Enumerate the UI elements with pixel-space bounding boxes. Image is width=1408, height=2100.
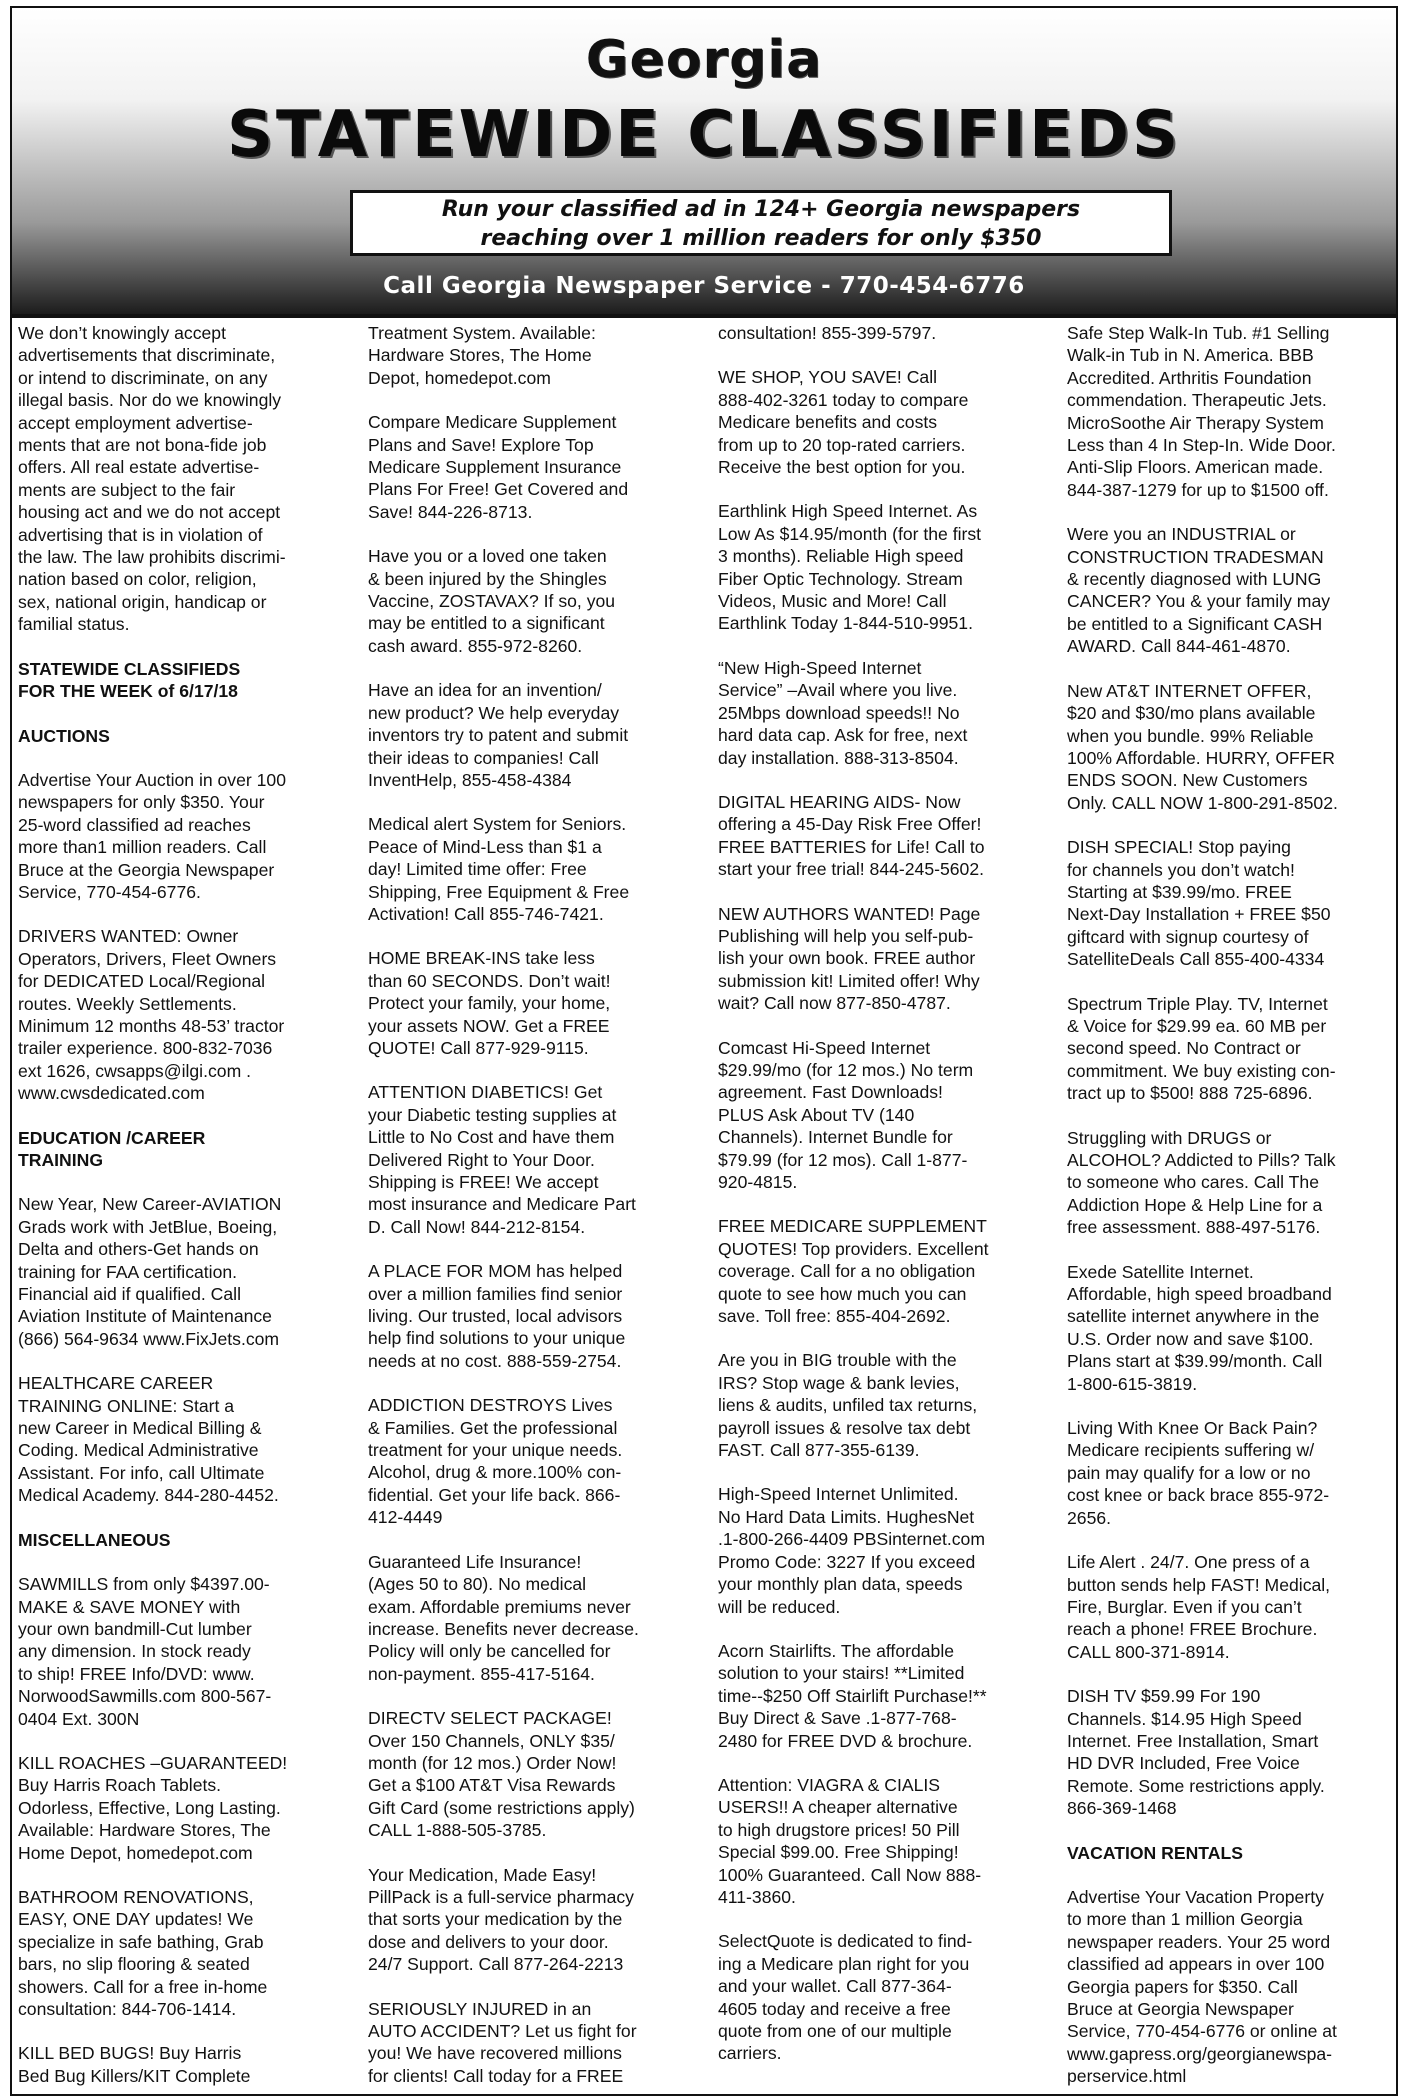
section-heading: AUCTIONS — [18, 725, 110, 746]
classified-ad: Guaranteed Life Insurance! (Ages 50 to 80). No medical exam. Affordable premiums never increase. Benefits never decrease. Policy will only be cancelled for non-payment. 855-417-5164. — [368, 1551, 639, 1684]
classified-ad: Living With Knee Or Back Pain? Medicare recipients suffering w/ pain may qualify for a low or no cost knee or back brace 855-972- 2656. — [1067, 1418, 1330, 1528]
section-heading: MISCELLANEOUS — [18, 1529, 171, 1550]
masthead-contact-line: Call Georgia Newspaper Service - 770-454-6776 — [383, 273, 1025, 299]
classified-ad: Advertise Your Auction in over 100 newspapers for only $350. Your 25-word classified ad reaches more than1 million readers. Call Bruce at the Georgia Newspaper Service, 770-454-6776. — [18, 769, 286, 902]
classified-ad: FREE MEDICARE SUPPLEMENT QUOTES! Top providers. Excellent coverage. Call for a no obligation quote to see how much you can save. Toll free: 855-404-2692. — [718, 1216, 989, 1327]
masthead-tagline-line2: reaching over 1 million readers for only $350 — [480, 226, 1042, 251]
classified-ad: We don’t knowingly accept advertisements that discriminate, or intend to discriminate, on any illegal basis. Nor do we knowingly accept employment advertise- ments that are not bona-fide job offers. All real estate advertise- ments are subject to the fair housing act and we do not accept advertising that is in violation of the law. The law prohibits discrimi- nation based on color, religion, sex, national origin, handicap or familial status. — [18, 323, 286, 635]
classified-ad: SelectQuote is dedicated to find- ing a Medicare plan right for you and your wallet. Call 877-364- 4605 today and receive a free quote from one of our multiple carriers. — [718, 1931, 973, 2064]
classified-ad: New Year, New Career-AVIATION Grads work with JetBlue, Boeing, Delta and others-Get hands on training for FAA certification. Financial aid if qualified. Call Aviation Institute of Maintenance (866) 564-9634 www.FixJets.com — [18, 1194, 282, 1349]
classified-ad: Exede Satellite Internet. Affordable, high speed broadband satellite internet anywhere in the U.S. Order now and save $100. Plans start at $39.99/month. Call 1-800-615-3819. — [1067, 1261, 1332, 1394]
classified-ad: Attention: VIAGRA & CIALIS USERS!! A cheaper alternative to high drugstore prices! 50 Pill Special $99.00. Free Shipping! 100% Guaranteed. Call Now 888- 411-3860. — [718, 1774, 982, 1907]
section-heading: VACATION RENTALS — [1067, 1842, 1243, 1863]
section-heading: EDUCATION /CAREER TRAINING — [18, 1127, 206, 1170]
masthead-title-georgia: Georgia — [585, 30, 823, 90]
classified-ad: Were you an INDUSTRIAL or CONSTRUCTION TRADESMAN & recently diagnosed with LUNG CANCER? You & your family may be entitled to a Significant CASH AWARD. Call 844-461-4870. — [1067, 524, 1331, 657]
column-1 — [18, 322, 348, 2096]
classified-ad: KILL ROACHES –GUARANTEED! Buy Harris Roach Tablets. Odorless, Effective, Long Lasting. Available: Hardware Stores, The Home Depot, homedepot.com — [18, 1752, 288, 1863]
classified-ad: Are you in BIG trouble with the IRS? Stop wage & bank levies, liens & audits, unfiled tax returns, payroll issues & resolve tax debt FAST. Call 877-355-6139. — [718, 1350, 978, 1461]
column-3 — [718, 322, 1048, 2087]
classified-ad: KILL BED BUGS! Buy Harris Bed Bug Killers/KIT Complete — [18, 2043, 251, 2086]
classified-ad: Have you or a loved one taken & been injured by the Shingles Vaccine, ZOSTAVAX? If so, you may be entitled to a significant cash award. 855-972-8260. — [368, 546, 616, 656]
classified-ad: A PLACE FOR MOM has helped over a million families find senior living. Our trusted, local advisors help find solutions to your unique needs at no cost. 888-559-2754. — [368, 1261, 626, 1371]
classified-ad: Life Alert . 24/7. One press of a button sends help FAST! Medical, Fire, Burglar. Even if you can’t reach a phone! FREE Brochure. CALL 800-371-8914. — [1067, 1552, 1331, 1662]
classified-ad: New AT&T INTERNET OFFER, $20 and $30/mo plans available when you bundle. 99% Reliable 100% Affordable. HURRY, OFFER ENDS SOON. New Customers Only. CALL NOW 1-800-291-8502. — [1067, 680, 1338, 813]
classified-ad: HOME BREAK-INS take less than 60 SECONDS. Don’t wait! Protect your family, your home, your assets NOW. Get a FREE QUOTE! Call 877-929-9115. — [368, 948, 611, 1058]
classified-ad: Comcast Hi-Speed Internet $29.99/mo (for 12 mos.) No term agreement. Fast Downloads! PLUS Ask About TV (140 Channels). Internet Bundle for $79.99 (for 12 mos). Call 1-877- 920-4815. — [718, 1037, 974, 1192]
classified-ad: Compare Medicare Supplement Plans and Save! Explore Top Medicare Supplement Insurance Plans For Free! Get Covered and Save! 844-226-8713. — [368, 412, 629, 522]
classified-ad: SERIOUSLY INJURED in an AUTO ACCIDENT? Let us fight for you! We have recovered millions for clients! Call today for a FREE — [368, 1998, 637, 2086]
classified-ad: Struggling with DRUGS or ALCOHOL? Addicted to Pills? Talk to someone who cares. Call The Addiction Hope & Help Line for a free assessment. 888-497-5176. — [1067, 1127, 1336, 1238]
classified-ad: Have an idea for an invention/ new product? We help everyday inventors try to patent and submit their ideas to companies! Call InventHelp, 855-458-4384 — [368, 680, 629, 790]
classified-ad: High-Speed Internet Unlimited. No Hard Data Limits. HughesNet .1-800-266-4409 PBSinternet.com Promo Code: 3227 If you exceed your monthly plan data, speeds will be reduced. — [718, 1484, 985, 1617]
classified-ad: Earthlink High Speed Internet. As Low As $14.95/month (for the first 3 months). Reliable High speed Fiber Optic Technology. Stream Videos, Music and More! Call Earthlink Today 1-844-510-9951. — [718, 501, 982, 634]
masthead-tagline-line1: Run your classified ad in 124+ Georgia newspapers — [441, 197, 1081, 222]
classified-ad: SAWMILLS from only $4397.00- MAKE & SAVE MONEY with your own bandmill-Cut lumber any dimension. In stock ready to ship! FREE Info/DVD: www. NorwoodSawmills.com 800-567- 0404 Ext. 300N — [18, 1574, 272, 1729]
classified-ad: Safe Step Walk-In Tub. #1 Selling Walk-in Tub in N. America. BBB Accredited. Arthritis Foundation commendation. Therapeutic Jets. MicroSoothe Air Therapy System Less than 4 In Step-In. Wide Door. Anti-Slip Floors. American made. 844-387-1279 for up to $1500 off. — [1067, 323, 1336, 500]
column-4 — [1067, 322, 1397, 2096]
classified-ad: ADDICTION DESTROYS Lives & Families. Get the professional treatment for your unique needs. Alcohol, drug & more.100% con- fidential. Get your life back. 866- 412-4449 — [368, 1395, 623, 1528]
classified-ad: Treatment System. Available: Hardware Stores, The Home Depot, homedepot.com — [368, 323, 596, 388]
classified-ad: Advertise Your Vacation Property to more than 1 million Georgia newspaper readers. Your 25 word classified ad appears in over 100 Georgia papers for $350. Call Bruce at Georgia Newspaper Service, 770-454-6776 or online at www.gapress.org/georgianewspa- perservice.html — [1067, 1886, 1337, 2087]
classified-ad: DIRECTV SELECT PACKAGE! Over 150 Channels, ONLY $35/ month (for 12 mos.) Order Now! Get a $100 AT&T Visa Rewards Gift Card (some restrictions apply) CALL 1-888-505-3785. — [368, 1708, 635, 1841]
classified-ad: WE SHOP, YOU SAVE! Call 888-402-3261 today to compare Medicare benefits and costs from up to 20 top-rated carriers. Receive the best option for you. — [718, 367, 969, 478]
classified-ad: NEW AUTHORS WANTED! Page Publishing will help you self-pub- lish your own book. FREE author submission kit! Limited offer! Why wait? Call now 877-850-4787. — [718, 903, 981, 1014]
column-2 — [368, 322, 698, 2096]
classified-ad: Spectrum Triple Play. TV, Internet & Voice for $29.99 ea. 60 MB per second speed. No Contract or commitment. We buy existing con- tract up to $500! 888 725-6896. — [1067, 993, 1336, 1104]
classified-ad: DISH TV $59.99 For 190 Channels. $14.95 High Speed Internet. Free Installation, Smart HD DVR Included, Free Voice Remote. Some restrictions apply. 866-369-1468 — [1067, 1686, 1325, 1819]
section-heading: STATEWIDE CLASSIFIEDS FOR THE WEEK of 6/17/18 — [18, 658, 241, 702]
classified-ad: Medical alert System for Seniors. Peace of Mind-Less than $1 a day! Limited time offer: Free Shipping, Free Equipment & Free Activation! Call 855-746-7421. — [368, 814, 630, 924]
classified-ad: DRIVERS WANTED: Owner Operators, Drivers, Fleet Owners for DEDICATED Local/Regional routes. Weekly Settlements. Minimum 12 months 48-53’ tractor trailer experience. 800-832-7036 ext 1626, cwsapps@ilgi.com . www.cwsdedicated.com — [18, 926, 285, 1104]
classified-ad: Acorn Stairlifts. The affordable solution to your stairs! **Limited time--$250 Off Stairlift Purchase!** Buy Direct & Save .1-877-768- 2480 for FREE DVD & brochure. — [718, 1640, 987, 1751]
classified-ad: DISH SPECIAL! Stop paying for channels you don’t watch! Starting at $39.99/mo. FREE Next-Day Installation + FREE $50 giftcard with signup courtesy of SatelliteDeals Call 855-400-4334 — [1067, 837, 1331, 970]
classifieds-body — [10, 316, 1398, 2096]
classified-ad: consultation! 855-399-5797. — [718, 323, 937, 343]
classified-ad: BATHROOM RENOVATIONS, EASY, ONE DAY updates! We specialize in safe bathing, Grab bars, no slip flooring & seated showers. Call for a free in-home consultation: 844-706-1414. — [18, 1886, 268, 2019]
classified-ad: HEALTHCARE CAREER TRAINING ONLINE: Start a new Career in Medical Billing & Coding. Medical Administrative Assistant. For info, call Ultimate Medical Academy. 844-280-4452. — [18, 1373, 279, 1506]
classified-ad: ATTENTION DIABETICS! Get your Diabetic testing supplies at Little to No Cost and have them Delivered Right to Your Door. Shipping is FREE! We accept most insurance and Medicare Part D. Call Now! 844-212-8154. — [368, 1082, 636, 1237]
classified-ad: DIGITAL HEARING AIDS- Now offering a 45-Day Risk Free Offer! FREE BATTERIES for Life! Call to start your free trial! 844-245-5602. — [718, 791, 985, 880]
masthead-title-statewide-classifieds: STATEWIDE CLASSIFIEDS — [226, 98, 1182, 172]
masthead-tagline-box — [350, 190, 1172, 256]
classified-ad: “New High-Speed Internet Service” –Avail where you live. 25Mbps download speeds!! No hard data cap. Ask for free, next day installation. 888-313-8504. — [718, 657, 968, 768]
classified-ad: Your Medication, Made Easy! PillPack is a full-service pharmacy that sorts your medication by the dose and delivers to your door. 24/7 Support. Call 877-264-2213 — [368, 1864, 634, 1975]
masthead-banner — [10, 6, 1398, 316]
